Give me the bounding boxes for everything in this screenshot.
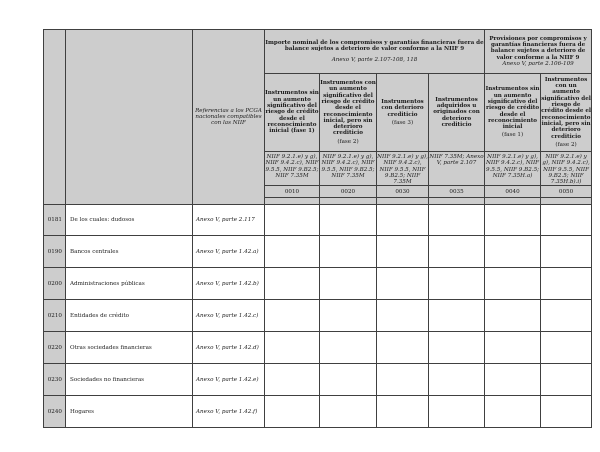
- table-row: [44, 364, 592, 396]
- data-cell[interactable]: [429, 300, 485, 332]
- group1-ref: Anexo V, parte 2.107-108, 118: [331, 57, 418, 64]
- col-stage-0050: (fase 2): [555, 141, 577, 148]
- data-cell[interactable]: [320, 205, 377, 236]
- col-label-0040: Instrumentos sin un aumento significativo del riesgo de crédito desde el reconocimiento inicial: [485, 86, 540, 131]
- data-cell[interactable]: [377, 300, 429, 332]
- col-stage-0040: (fase 1): [501, 132, 524, 139]
- row-label: [66, 332, 193, 364]
- col-code-text-0020: 0020: [340, 188, 356, 195]
- row-ref-text: Anexo V, parte 1.42.e): [196, 376, 259, 383]
- guarantees-table: [43, 29, 592, 428]
- row-ref-text: Anexo V, parte 1.42.b): [196, 280, 259, 287]
- row-label-text: Otras sociedades financieras: [70, 344, 152, 351]
- data-cell[interactable]: [541, 236, 592, 268]
- data-cell[interactable]: [485, 268, 541, 300]
- col-code-text-0050: 0050: [558, 188, 574, 195]
- col-code-text-0030: 0030: [395, 188, 410, 195]
- header-spacer: [541, 198, 592, 205]
- group1-title: Importe nominal de los compromisos y garantías financieras fuera de balance sujetos a deterioro de valor conforme a la NIIF 9: [265, 39, 484, 52]
- group2-ref: Anexo V, parte 2.106-109: [502, 60, 574, 67]
- row-label-text: Entidades de crédito: [70, 312, 129, 319]
- col-code-0050: [541, 186, 592, 198]
- table-row: [44, 332, 592, 364]
- data-cell[interactable]: [429, 268, 485, 300]
- col-label-0030: Instrumentos con deterioro crediticio: [381, 98, 424, 118]
- row-code: [44, 396, 66, 428]
- row-ref-text: Anexo V, parte 2.117: [196, 217, 255, 224]
- row-code-text: 0220: [47, 344, 62, 351]
- data-cell[interactable]: [377, 268, 429, 300]
- col-stage-0020: (fase 2): [337, 138, 359, 145]
- col-refs-text-0050: NIIF 9.2.1.e) y g), NIIF 9.4.2.c), NIIF 9.5.5, NIIF 9.B2.5; NIIF 7.35H.b).i): [542, 154, 590, 186]
- row-ref: [193, 396, 265, 428]
- financial-table-sheet: [43, 29, 592, 428]
- data-cell[interactable]: [320, 268, 377, 300]
- data-cell[interactable]: [320, 396, 377, 428]
- col-code-0030: [377, 186, 429, 198]
- row-ref: [193, 236, 265, 268]
- row-label: [66, 396, 193, 428]
- data-cell[interactable]: [265, 364, 320, 396]
- col-refs-text-0020: NIIF 9.2.1.e) y g), NIIF 9.4.2.c), NIIF 9.5.5, NIIF 9.B2.5; NIIF 7.35M: [321, 154, 375, 179]
- row-code-text: 0210: [47, 312, 62, 319]
- row-label: [66, 268, 193, 300]
- col-label-0010: Instrumentos sin un aumento significativo del riesgo de crédito desde el reconocimiento inicial (fase 1): [265, 90, 319, 135]
- data-cell[interactable]: [320, 364, 377, 396]
- row-ref-text: Anexo V, parte 1.42.a): [196, 248, 259, 255]
- col-refs-0020: [320, 152, 377, 186]
- row-code: [44, 364, 66, 396]
- col-refs-0035: [429, 152, 485, 186]
- row-ref: [193, 332, 265, 364]
- row-code: [44, 205, 66, 236]
- data-cell[interactable]: [320, 236, 377, 268]
- row-code: [44, 300, 66, 332]
- data-cell[interactable]: [429, 205, 485, 236]
- col-refs-0050: [541, 152, 592, 186]
- header-spacer: [320, 198, 377, 205]
- col-label-0035: Instrumentos adquiridos u originados con deterioro crediticio: [433, 96, 480, 128]
- col-header-0010: [265, 74, 320, 152]
- row-label-text: Hogares: [70, 408, 95, 415]
- group1-header: [265, 30, 485, 74]
- data-cell[interactable]: [265, 236, 320, 268]
- data-cell[interactable]: [377, 205, 429, 236]
- col-refs-text-0035: NIIF 7.35M; Anexo V, parte 2.107: [429, 154, 484, 167]
- col-refs-text-0030: NIIF 9.2.1.e) y g), NIIF 9.4.2.c), NIIF 9.5.5, NIIF 9.B2.5; NIIF 7.35M: [377, 154, 428, 186]
- col-refs-0040: [485, 152, 541, 186]
- table-row: [44, 268, 592, 300]
- data-cell[interactable]: [485, 332, 541, 364]
- data-cell[interactable]: [485, 236, 541, 268]
- row-label: [66, 300, 193, 332]
- col-refs-text-0040: NIIF 9.2.1.e) y g), NIIF 9.4.2.c), NIIF 9.5.5, NIIF 9.B2.5; NIIF 7.35H.a): [486, 154, 540, 179]
- row-code-text: 0230: [47, 376, 62, 383]
- header-spacer: [265, 198, 320, 205]
- data-cell[interactable]: [485, 300, 541, 332]
- corner-cell-label: [66, 30, 193, 205]
- col-header-0050: [541, 74, 592, 152]
- data-cell[interactable]: [320, 332, 377, 364]
- data-cell[interactable]: [265, 300, 320, 332]
- col-label-0050: Instrumentos con un aumento significativo del riesgo de crédito desde el reconocimiento inicial, pero sin deterioro crediticio: [541, 76, 592, 140]
- ref-column-header: [193, 30, 265, 205]
- row-ref-text: Anexo V, parte 1.42.d): [196, 344, 259, 351]
- header-spacer: [429, 198, 485, 205]
- row-ref: [193, 300, 265, 332]
- row-code: [44, 268, 66, 300]
- data-cell[interactable]: [265, 396, 320, 428]
- row-label-text: Bancos centrales: [70, 248, 119, 255]
- data-cell[interactable]: [485, 396, 541, 428]
- data-cell[interactable]: [429, 396, 485, 428]
- col-label-0020: Instrumentos con un aumento significativo del riesgo de crédito desde el reconocimiento inicial, pero sin deterioro crediticio: [320, 80, 376, 137]
- data-cell[interactable]: [377, 364, 429, 396]
- col-refs-0010: [265, 152, 320, 186]
- row-label: [66, 364, 193, 396]
- col-code-0040: [485, 186, 541, 198]
- table-row: [44, 300, 592, 332]
- data-cell[interactable]: [429, 332, 485, 364]
- row-ref: [193, 364, 265, 396]
- row-ref: [193, 205, 265, 236]
- row-label-text: Sociedades no financieras: [70, 376, 145, 383]
- col-code-0035: [429, 186, 485, 198]
- data-cell[interactable]: [265, 268, 320, 300]
- col-code-0010: [265, 186, 320, 198]
- data-cell[interactable]: [485, 364, 541, 396]
- row-label-text: De los cuales: dudosos: [70, 217, 135, 224]
- data-cell[interactable]: [320, 300, 377, 332]
- data-cell[interactable]: [377, 396, 429, 428]
- header-spacer: [377, 198, 429, 205]
- row-label-text: Administraciones públicas: [70, 280, 145, 287]
- ref-column-header-text: Referencias a los PCGA nacionales compatibles con las NIIF: [195, 107, 262, 127]
- row-label: [66, 205, 193, 236]
- row-label: [66, 236, 193, 268]
- row-code-text: 0240: [47, 408, 62, 415]
- row-code: [44, 236, 66, 268]
- table-row: [44, 205, 592, 236]
- row-ref-text: Anexo V, parte 1.42.c): [196, 312, 259, 319]
- col-code-0020: [320, 186, 377, 198]
- data-cell[interactable]: [265, 332, 320, 364]
- data-cell[interactable]: [541, 332, 592, 364]
- col-header-0020: [320, 74, 377, 152]
- col-code-text-0035: 0035: [449, 188, 464, 195]
- col-header-0035: [429, 74, 485, 152]
- data-cell[interactable]: [485, 205, 541, 236]
- col-header-0040: [485, 74, 541, 152]
- table-row: [44, 236, 592, 268]
- row-ref: [193, 268, 265, 300]
- table-row: [44, 396, 592, 428]
- corner-cell: [44, 30, 66, 205]
- data-cell[interactable]: [377, 332, 429, 364]
- header-spacer: [485, 198, 541, 205]
- data-cell[interactable]: [541, 300, 592, 332]
- data-cell[interactable]: [541, 396, 592, 428]
- row-ref-text: Anexo V, parte 1.42.f): [196, 408, 258, 415]
- row-code: [44, 332, 66, 364]
- data-cell[interactable]: [429, 364, 485, 396]
- data-cell[interactable]: [541, 205, 592, 236]
- data-cell[interactable]: [541, 268, 592, 300]
- col-code-text-0010: 0010: [284, 188, 300, 195]
- data-cell[interactable]: [265, 205, 320, 236]
- col-header-0030: [377, 74, 429, 152]
- row-code-text: 0200: [47, 280, 62, 287]
- data-cell[interactable]: [377, 236, 429, 268]
- group2-title: Provisiones por compromisos y garantías financieras fuera de balance sujetos a deterioro de valor conforme a la NIIF 9: [489, 35, 587, 61]
- data-cell[interactable]: [541, 364, 592, 396]
- row-code-text: 0181: [47, 217, 62, 224]
- col-code-text-0040: 0040: [505, 188, 520, 195]
- row-code-text: 0190: [47, 248, 62, 255]
- col-refs-0030: [377, 152, 429, 186]
- col-stage-0030: (fase 3): [391, 119, 414, 126]
- data-cell[interactable]: [429, 236, 485, 268]
- group2-header: [485, 30, 592, 74]
- col-refs-text-0010: NIIF 9.2.1.e) y g), NIIF 9.4.2.c), NIIF 9.5.5, NIIF 9.B2.5; NIIF 7.35M: [265, 154, 319, 179]
